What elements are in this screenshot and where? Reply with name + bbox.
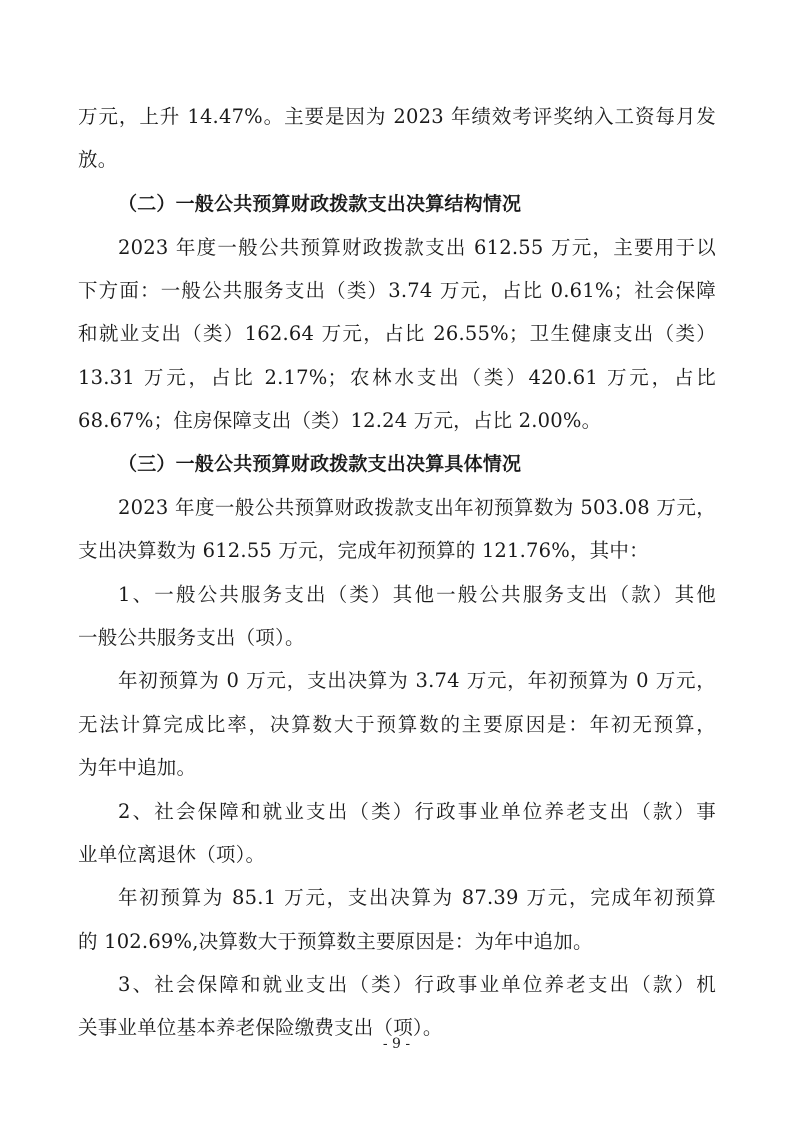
paragraph-line: 下方面：一般公共服务支出（类）3.74 万元，占比 0.61%；社会保障 xyxy=(78,279,716,302)
paragraph-line: 的 102.69%,决算数大于预算数主要原因是：为年中追加。 xyxy=(78,930,593,953)
paragraph-line: 13.31 万元，占比 2.17%；农林水支出（类）420.61 万元，占比 xyxy=(78,366,716,389)
page-number: - 9 - xyxy=(382,1036,411,1052)
section-heading: （二）一般公共预算财政拨款支出决算结构情况 xyxy=(118,193,522,215)
paragraph-line: 关事业单位基本养老保险缴费支出（项）。 xyxy=(78,1016,443,1039)
paragraph-line: 一般公共服务支出（项）。 xyxy=(78,626,305,649)
paragraph-line: 万元，上升 14.47%。主要是因为 2023 年绩效考评奖纳入工资每月发 xyxy=(78,105,716,128)
paragraph-line: 1、一般公共服务支出（类）其他一般公共服务支出（款）其他 xyxy=(118,583,716,606)
section-heading: （三）一般公共预算财政拨款支出决算具体情况 xyxy=(118,453,522,475)
paragraph-line: 2023 年度一般公共预算财政拨款支出 612.55 万元，主要用于以 xyxy=(118,236,716,259)
paragraph-line: 和就业支出（类）162.64 万元，占比 26.55%；卫生健康支出（类） xyxy=(78,322,716,345)
paragraph-line: 为年中追加。 xyxy=(78,756,197,779)
paragraph-line: 无法计算完成比率，决算数大于预算数的主要原因是：年初无预算， xyxy=(78,713,716,736)
paragraph-line: 支出决算数为 612.55 万元，完成年初预算的 121.76%，其中： xyxy=(78,539,649,562)
paragraph-line: 放。 xyxy=(78,148,118,171)
paragraph-line: 2023 年度一般公共预算财政拨款支出年初预算数为 503.08 万元， xyxy=(118,496,716,519)
paragraph-line: 68.67%；住房保障支出（类）12.24 万元，占比 2.00%。 xyxy=(78,409,602,432)
paragraph-line: 年初预算为 85.1 万元，支出决算为 87.39 万元，完成年初预算 xyxy=(118,886,716,909)
paragraph-line: 2、社会保障和就业支出（类）行政事业单位养老支出（款）事 xyxy=(118,800,716,823)
paragraph-line: 3、社会保障和就业支出（类）行政事业单位养老支出（款）机 xyxy=(118,973,716,996)
paragraph-line: 业单位离退休（项）。 xyxy=(78,843,266,866)
paragraph-line: 年初预算为 0 万元，支出决算为 3.74 万元，年初预算为 0 万元， xyxy=(118,669,716,692)
